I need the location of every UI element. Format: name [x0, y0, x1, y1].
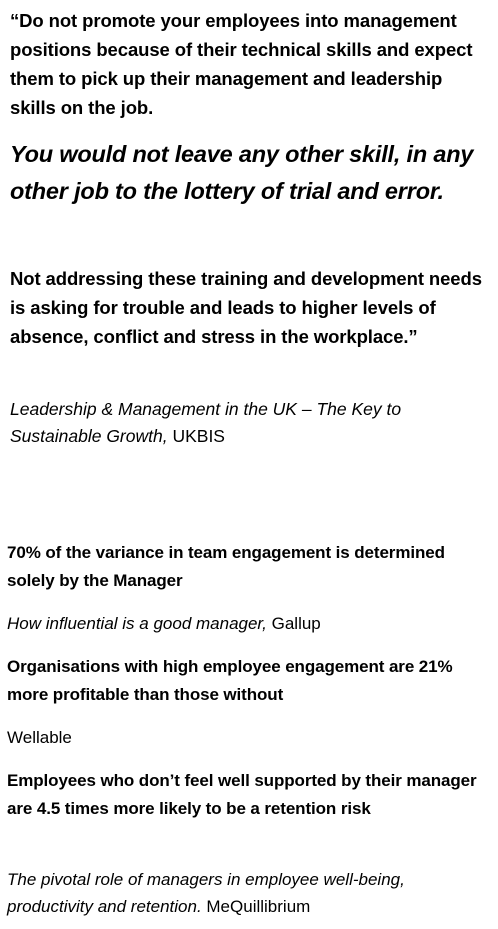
stat-source-org: Gallup [266, 614, 321, 633]
stat-source-org: Wellable [7, 728, 72, 747]
quote-source [10, 396, 492, 450]
stat-source [7, 610, 492, 637]
quote-conclusion: Not addressing these training and development needs is asking for trouble and leads to higher levels of absence, conflict and stress in the workplace.” [10, 268, 482, 347]
stat-source-title: The pivotal role of managers in employee well-being, productivity and retention. [7, 870, 405, 916]
stat-text: 70% of the variance in team engagement is determined solely by the Manager [7, 543, 445, 590]
quote-source-title: Leadership & Management in the UK – The Key to Sustainable Growth, [10, 399, 402, 446]
stat-source-org: MeQuillibrium [201, 897, 311, 916]
stat-text: Employees who don’t feel well supported by their manager are 4.5 times more likely to be a retention risk [7, 771, 477, 818]
quote-emphasis: You would not leave any other skill, in any other job to the lottery of trial and error. [10, 141, 474, 204]
stat-text: Organisations with high employee engagement are 21% more profitable than those without [7, 657, 453, 704]
stat-source-title: How influential is a good manager, [7, 614, 267, 633]
stat-source [7, 724, 492, 751]
quote-source-org: UKBIS [167, 426, 225, 446]
quote-intro: “Do not promote your employees into management positions because of their technical skills and expect them to pick up their management and leadership skills on the job. [10, 10, 473, 118]
stat-source [7, 866, 492, 920]
